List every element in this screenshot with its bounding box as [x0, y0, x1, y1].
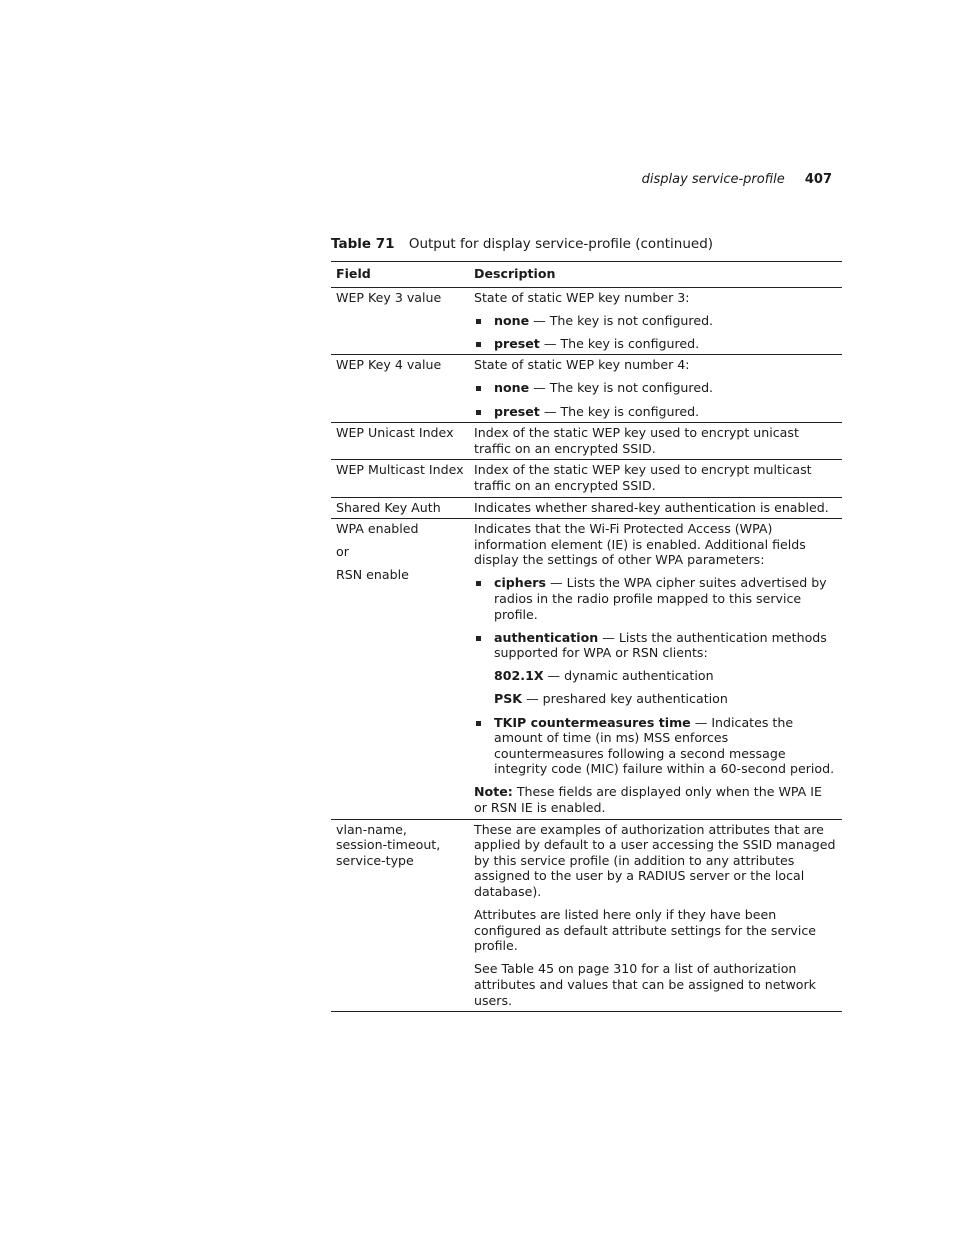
list-item: none — The key is not configured.	[474, 313, 837, 329]
term-text: The key is not configured.	[549, 380, 714, 396]
field-cell: WEP Key 4 value	[331, 355, 469, 423]
bullet-list	[474, 380, 837, 419]
table-row	[331, 460, 842, 497]
column-header-description: Description	[469, 262, 842, 288]
term: preset	[494, 403, 540, 419]
table-row	[331, 287, 842, 355]
term: none	[494, 380, 530, 396]
description-intro: Indicates that the Wi-Fi Protected Access (WPA) information element (IE) is enabled. Additional fields display the settings of other WPA parameters:	[474, 521, 806, 568]
description-cell	[469, 287, 842, 355]
term: none	[494, 312, 530, 328]
description-cell: Index of the static WEP key used to encrypt multicast traffic on an encrypted SSID.	[469, 460, 842, 497]
term-text: Lists the authentication methods supported for WPA or RSN clients:	[494, 629, 827, 661]
table-row	[331, 355, 842, 423]
field-line: RSN enable	[336, 567, 409, 583]
description-intro: State of static WEP key number 3:	[474, 289, 690, 305]
bullet-list	[474, 715, 837, 777]
list-item: authentication — Lists the authentication methods supported for WPA or RSN clients:	[474, 630, 837, 661]
auth-method: 802.1X — dynamic authentication	[494, 668, 714, 684]
bullet-list	[474, 575, 837, 660]
term-text: Lists the WPA cipher suites advertised by radios in the radio profile mapped to this service profile.	[494, 575, 827, 622]
note-label: Note:	[474, 784, 513, 800]
description-paragraph: These are examples of authorization attributes that are applied by default to a user accessing the SSID managed by this service profile (in addition to any attributes assigned to the user by a RADIUS server or the local database).	[474, 821, 836, 899]
field-cell	[331, 819, 469, 1012]
field-cell: Shared Key Auth	[331, 497, 469, 519]
term-text: Indicates the amount of time (in ms) MSS enforces countermeasures following a second message integrity code (MIC) failure within a 60-second period.	[494, 714, 835, 777]
description-cell: Indicates whether shared-key authentication is enabled.	[469, 497, 842, 519]
field-line: session-timeout,	[336, 837, 441, 853]
term-text: The key is configured.	[560, 335, 700, 351]
field-cell: WEP Unicast Index	[331, 423, 469, 460]
description-cell	[469, 519, 842, 820]
term: PSK	[494, 691, 523, 707]
description-cell	[469, 355, 842, 423]
table-title: Output for display service-profile (continued)	[408, 236, 714, 252]
section-title: display service-profile	[641, 172, 785, 187]
term-text: The key is not configured.	[549, 312, 714, 328]
running-header	[642, 172, 832, 187]
term-text: The key is configured.	[560, 403, 700, 419]
field-line: WPA enabled	[336, 521, 419, 537]
table-row	[331, 819, 842, 1012]
term: TKIP countermeasures time	[494, 714, 691, 730]
description-cell	[469, 819, 842, 1012]
field-cell	[331, 519, 469, 820]
table-row	[331, 497, 842, 519]
description-cell: Index of the static WEP key used to encrypt unicast traffic on an encrypted SSID.	[469, 423, 842, 460]
auth-method: PSK — preshared key authentication	[494, 691, 728, 707]
table-caption	[331, 236, 713, 252]
field-line: service-type	[336, 852, 414, 868]
bullet-list	[474, 313, 837, 352]
term: ciphers	[494, 575, 547, 591]
description-paragraph: See Table 45 on page 310 for a list of authorization attributes and values that can be assigned to network users.	[474, 961, 816, 1008]
page-number: 407	[804, 172, 832, 187]
list-item: preset — The key is configured.	[474, 404, 837, 420]
list-item: TKIP countermeasures time — Indicates the amount of time (in ms) MSS enforces countermeasures following a second message integrity code (MIC) failure within a 60-second period.	[474, 715, 837, 777]
term: 802.1X	[494, 668, 544, 684]
table-row	[331, 423, 842, 460]
list-item: none — The key is not configured.	[474, 380, 837, 396]
field-cell: WEP Multicast Index	[331, 460, 469, 497]
field-cell: WEP Key 3 value	[331, 287, 469, 355]
description-intro: State of static WEP key number 4:	[474, 357, 690, 373]
term-text: dynamic authentication	[564, 668, 714, 684]
list-item: preset — The key is configured.	[474, 336, 837, 352]
note	[474, 784, 837, 815]
term-text: preshared key authentication	[542, 691, 728, 707]
table-label: Table 71	[331, 236, 395, 252]
column-header-field: Field	[331, 262, 469, 288]
table-row	[331, 519, 842, 820]
table-header-row	[331, 262, 842, 288]
term: preset	[494, 335, 540, 351]
description-paragraph: Attributes are listed here only if they have been configured as default attribute settings for the service profile.	[474, 907, 817, 954]
field-line: vlan-name,	[336, 821, 407, 837]
list-item: ciphers — Lists the WPA cipher suites advertised by radios in the radio profile mapped to this service profile.	[474, 575, 837, 622]
term: authentication	[494, 629, 599, 645]
note-text: These fields are displayed only when the WPA IE or RSN IE is enabled.	[474, 784, 822, 816]
service-profile-table	[331, 261, 842, 1012]
field-line: or	[336, 544, 349, 560]
